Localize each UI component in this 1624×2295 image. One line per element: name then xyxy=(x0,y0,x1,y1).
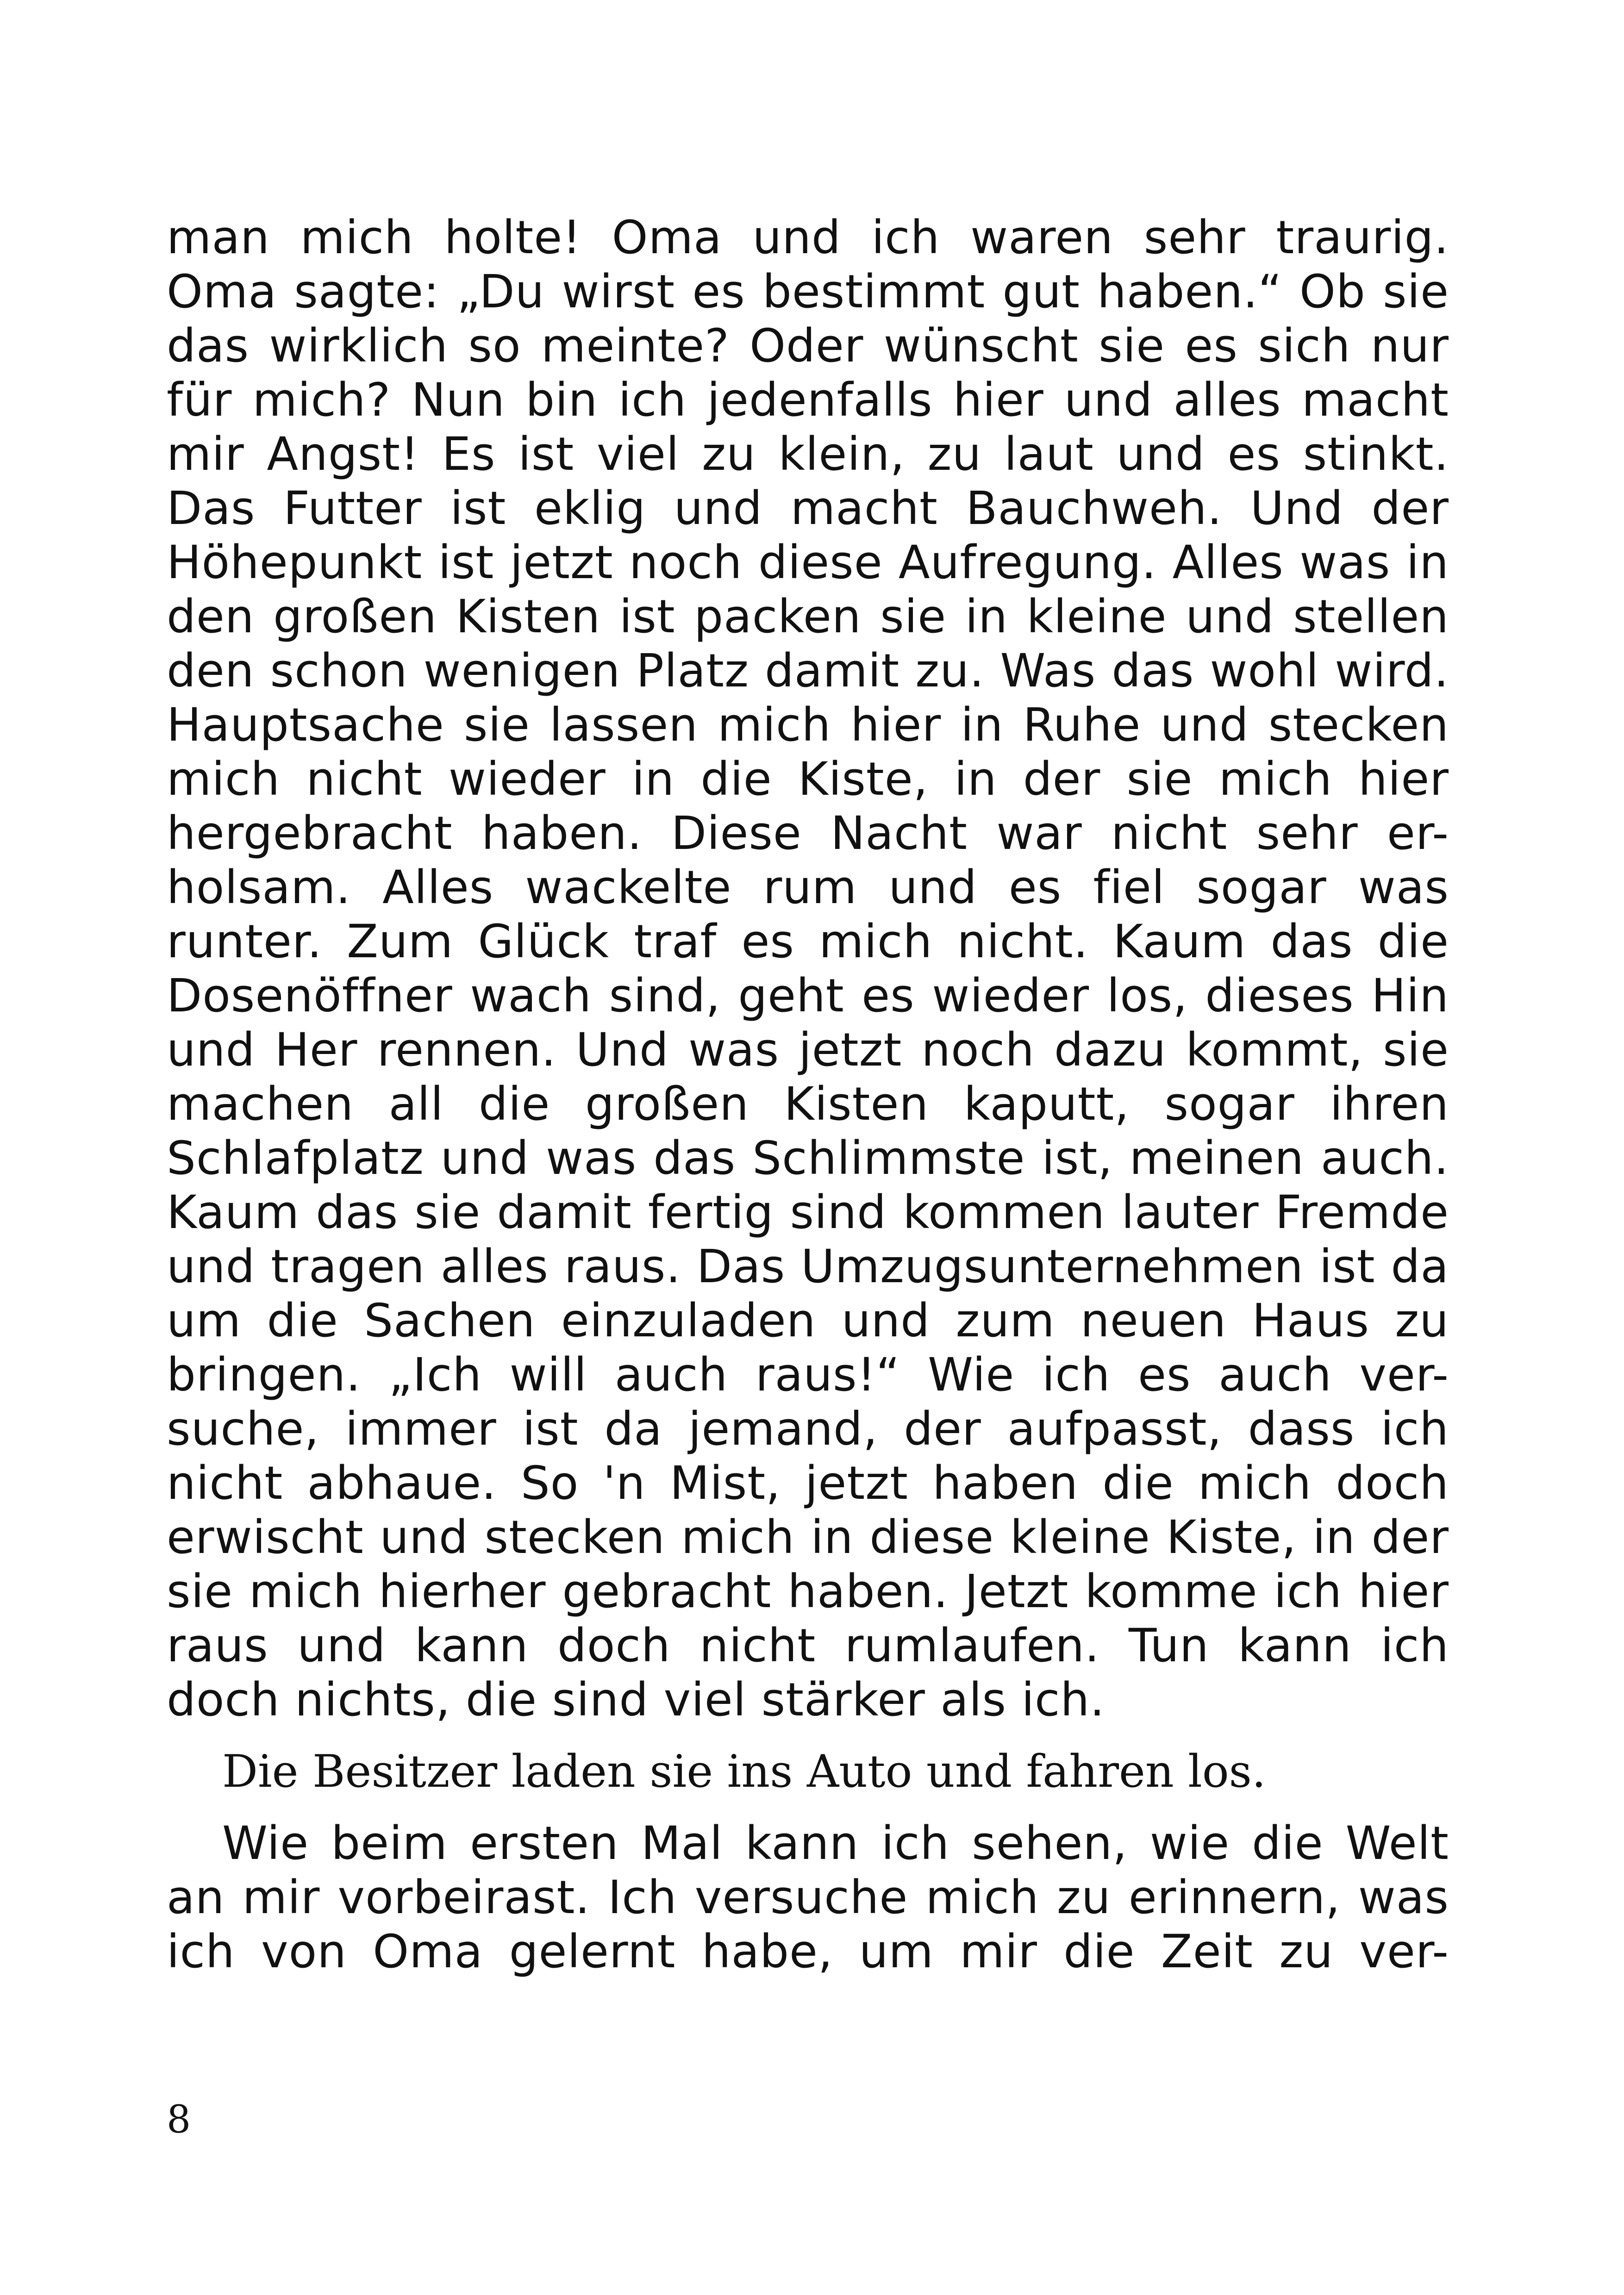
paragraph-1-line: doch nichts, die sind viel stärker als ich. xyxy=(167,1673,1105,1727)
paragraph-1-line: und Her rennen. Und was jetzt noch dazu kommt, sie xyxy=(167,1023,1449,1077)
paragraph-1-line: man mich holte! Oma und ich waren sehr traurig. xyxy=(167,211,1449,264)
paragraph-1-line: Oma sagte: „Du wirst es bestimmt gut haben.“ Ob sie xyxy=(167,265,1449,318)
paragraph-1-line: Dosenöffner wach sind, geht es wieder los, dieses Hin xyxy=(167,969,1449,1023)
paragraph-2 xyxy=(167,1745,1449,1799)
paragraph-3-line: Wie beim ersten Mal kann ich sehen, wie die Welt xyxy=(222,1817,1449,1870)
paragraph-1-line: für mich? Nun bin ich jedenfalls hier und alles macht xyxy=(167,374,1449,427)
paragraph-1-line: nicht abhaue. So 'n Mist, jetzt haben die mich doch xyxy=(167,1457,1449,1510)
paragraph-1-line: und tragen alles raus. Das Umzugsunternehmen ist da xyxy=(167,1240,1449,1293)
paragraph-1-line: Das Futter ist eklig und macht Bauchweh. Und der xyxy=(167,482,1449,535)
paragraph-1-line: Kaum das sie damit fertig sind kommen lauter Fremde xyxy=(167,1186,1449,1239)
paragraph-3 xyxy=(167,1816,1449,1979)
paragraph-1-line: runter. Zum Glück traf es mich nicht. Kaum das die xyxy=(167,915,1449,968)
paragraph-1-line: um die Sachen einzuladen und zum neuen Haus zu xyxy=(167,1294,1449,1347)
paragraph-1-line: raus und kann doch nicht rumlaufen. Tun kann ich xyxy=(167,1619,1449,1672)
paragraph-3-line: an mir vorbeirast. Ich versuche mich zu erinnern, was xyxy=(167,1871,1449,1924)
paragraph-1-line: suche, immer ist da jemand, der aufpasst, dass ich xyxy=(167,1403,1449,1456)
paragraph-1-line: sie mich hierher gebracht haben. Jetzt komme ich hier xyxy=(167,1565,1449,1618)
paragraph-1-line: Hauptsache sie lassen mich hier in Ruhe und stecken xyxy=(167,698,1449,752)
page-number: 8 xyxy=(167,2098,191,2142)
paragraph-3-line: ich von Oma gelernt habe, um mir die Zeit zu ver- xyxy=(167,1925,1449,1978)
paragraph-1-line: mich nicht wieder in die Kiste, in der sie mich hier xyxy=(167,753,1449,806)
paragraph-1-line: mir Angst! Es ist viel zu klein, zu laut und es stinkt. xyxy=(167,428,1449,481)
paragraph-1-line: machen all die großen Kisten kaputt, sogar ihren xyxy=(167,1078,1449,1131)
paragraph-1-line: holsam. Alles wackelte rum und es fiel sogar was xyxy=(167,861,1449,914)
paragraph-1-line: den großen Kisten ist packen sie in kleine und stellen xyxy=(167,590,1449,643)
paragraph-2-line: Die Besitzer laden sie ins Auto und fahren los. xyxy=(222,1746,1266,1797)
paragraph-1-line: bringen. „Ich will auch raus!“ Wie ich es auch ver- xyxy=(167,1348,1449,1402)
paragraph-1-line: den schon wenigen Platz damit zu. Was das wohl wird. xyxy=(167,644,1449,698)
paragraph-1-line: Schlafplatz und was das Schlimmste ist, meinen auch. xyxy=(167,1132,1449,1185)
body-text xyxy=(167,211,1449,1979)
paragraph-1-line: Höhepunkt ist jetzt noch diese Aufregung. Alles was in xyxy=(167,536,1449,589)
paragraph-1-line: das wirklich so meinte? Oder wünscht sie es sich nur xyxy=(167,319,1449,373)
paragraph-1-line: erwischt und stecken mich in diese kleine Kiste, in der xyxy=(167,1511,1449,1564)
paragraph-1 xyxy=(167,211,1449,1727)
paragraph-1-line: hergebracht haben. Diese Nacht war nicht sehr er- xyxy=(167,807,1449,860)
